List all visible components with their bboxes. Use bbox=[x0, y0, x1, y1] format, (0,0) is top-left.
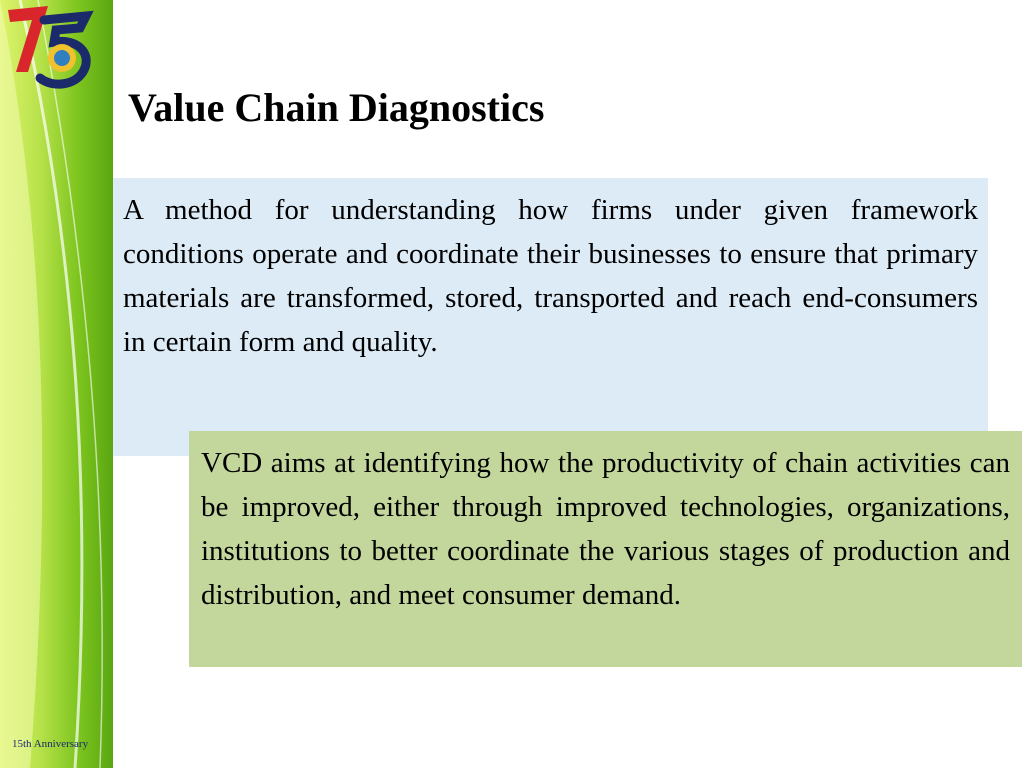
slide-title: Value Chain Diagnostics bbox=[128, 85, 545, 130]
definition-box bbox=[113, 178, 988, 456]
definition-text: A method for understanding how firms under given framework conditions operate and coordinate their businesses to ensure that primary materials are transformed, stored, transported and reach end-consumers in certain form and quality. bbox=[123, 194, 978, 358]
logo-caption: 15th Anniversary bbox=[12, 738, 89, 750]
aims-text: VCD aims at identifying how the productivity of chain activities can be improved, either through improved technologies, organizations, institutions to better coordinate the various stages of production and distribution, and meet consumer demand. bbox=[201, 447, 1010, 611]
aims-box bbox=[189, 431, 1022, 667]
decorative-sidebar bbox=[0, 0, 113, 768]
sidebar-swoosh bbox=[0, 0, 113, 768]
anniversary-logo-icon bbox=[0, 0, 100, 100]
